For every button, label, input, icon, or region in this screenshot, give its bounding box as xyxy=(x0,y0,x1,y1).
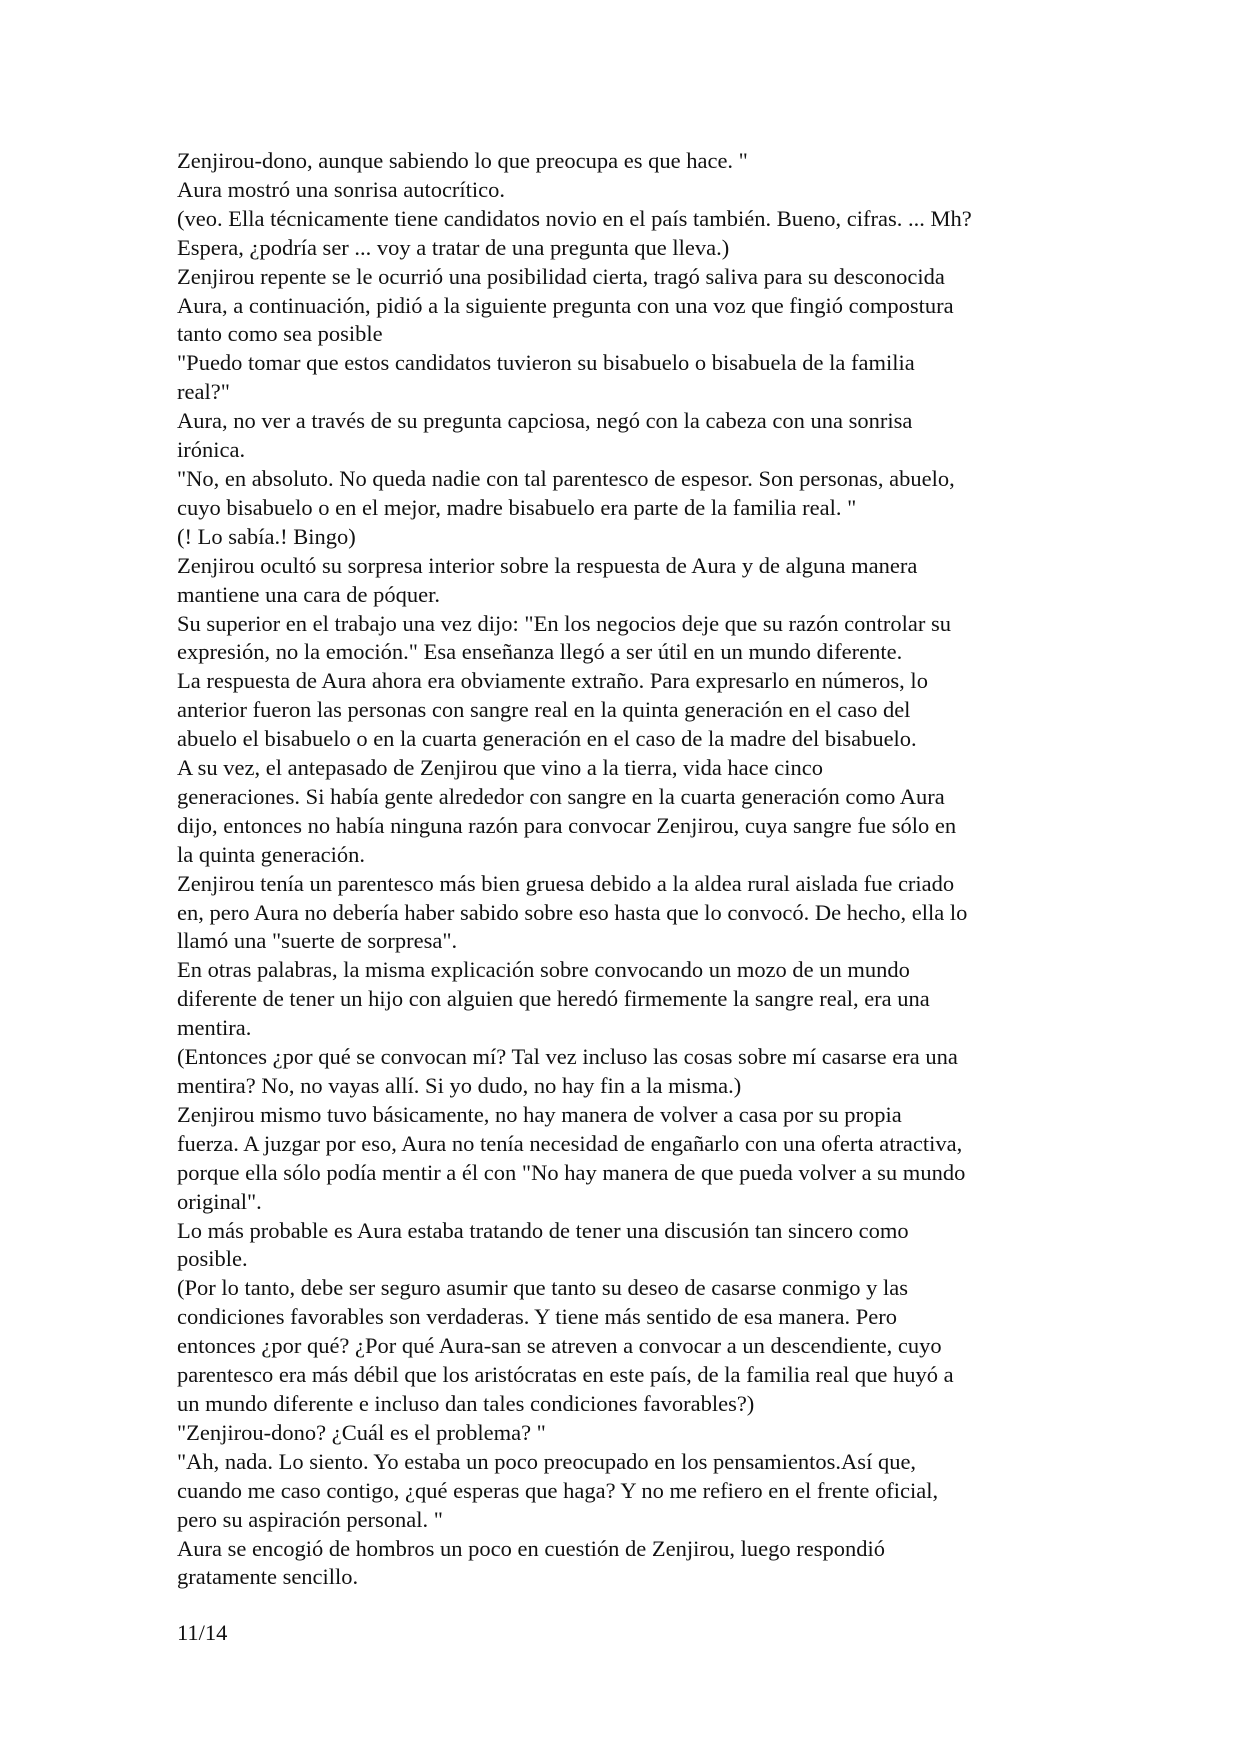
text-line: Zenjirou ocultó su sorpresa interior sobre la respuesta de Aura y de alguna manera xyxy=(177,552,918,578)
text-line: la quinta generación. xyxy=(177,841,366,867)
text-line: (! Lo sabía.! Bingo) xyxy=(177,523,356,549)
text-line: en, pero Aura no debería haber sabido sobre eso hasta que lo convocó. De hecho, ella lo xyxy=(177,899,968,925)
text-line: posible. xyxy=(177,1246,248,1272)
text-line: dijo, entonces no había ninguna razón para convocar Zenjirou, cuya sangre fue sólo en xyxy=(177,812,957,838)
text-line: condiciones favorables son verdaderas. Y tiene más sentido de esa manera. Pero xyxy=(177,1304,897,1330)
text-line: llamó una "suerte de sorpresa". xyxy=(177,928,458,954)
text-line: Espera, ¿podría ser ... voy a tratar de una pregunta que lleva.) xyxy=(177,234,730,260)
text-line: "Zenjirou-dono? ¿Cuál es el problema? " xyxy=(177,1419,546,1445)
text-line: generaciones. Si había gente alrededor con sangre en la cuarta generación como Aura xyxy=(177,783,945,809)
text-line: Su superior en el trabajo una vez dijo: "En los negocios deje que su razón controlar su xyxy=(177,610,951,636)
text-line: Aura mostró una sonrisa autocrítico. xyxy=(177,176,506,202)
text-line: gratamente sencillo. xyxy=(177,1564,359,1590)
text-line: mentira? No, no vayas allí. Si yo dudo, no hay fin a la misma.) xyxy=(177,1073,742,1098)
text-line: La respuesta de Aura ahora era obviamente extraño. Para expresarlo en números, lo xyxy=(177,668,928,694)
text-line: Zenjirou tenía un parentesco más bien gruesa debido a la aldea rural aislada fue criado xyxy=(177,870,955,896)
text-line: En otras palabras, la misma explicación sobre convocando un mozo de un mundo xyxy=(177,957,910,983)
text-line: Lo más probable es Aura estaba tratando de tener una discusión tan sincero como xyxy=(177,1217,909,1243)
text-line: porque ella sólo podía mentir a él con "No hay manera de que pueda volver a su mundo xyxy=(177,1159,966,1185)
text-line: parentesco era más débil que los aristócratas en este país, de la familia real que huyó a xyxy=(177,1362,954,1388)
text-line: cuando me caso contigo, ¿qué esperas que haga? Y no me refiero en el frente oficial, xyxy=(177,1477,939,1503)
text-line: irónica. xyxy=(177,437,246,463)
text-line: (Por lo tanto, debe ser seguro asumir que tanto su deseo de casarse conmigo y las xyxy=(177,1275,909,1301)
page-number: 11/14 xyxy=(177,1620,228,1645)
text-line: mantiene una cara de póquer. xyxy=(177,581,441,607)
text-line: original". xyxy=(177,1188,262,1214)
text-line: (veo. Ella técnicamente tiene candidatos novio en el país también. Bueno, cifras. ... Mh? xyxy=(177,205,972,231)
text-line: A su vez, el antepasado de Zenjirou que vino a la tierra, vida hace cinco xyxy=(177,755,823,781)
text-line: tanto como sea posible xyxy=(177,321,383,347)
text-line: fuerza. A juzgar por eso, Aura no tenía necesidad de engañarlo con una oferta atractiva, xyxy=(177,1130,963,1156)
text-line: Aura, no ver a través de su pregunta capciosa, negó con la cabeza con una sonrisa xyxy=(177,408,913,434)
text-line: "Ah, nada. Lo siento. Yo estaba un poco preocupado en los pensamientos.Así que, xyxy=(177,1448,917,1474)
text-line: anterior fueron las personas con sangre real en la quinta generación en el caso del xyxy=(177,697,911,723)
text-line: cuyo bisabuelo o en el mejor, madre bisabuelo era parte de la familia real. " xyxy=(177,494,857,520)
text-line: Zenjirou-dono, aunque sabiendo lo que preocupa es que hace. " xyxy=(177,148,748,173)
text-line: abuelo el bisabuelo o en la cuarta generación en el caso de la madre del bisabuelo. xyxy=(177,726,917,752)
text-line: Zenjirou repente se le ocurrió una posibilidad cierta, tragó saliva para su desconocida xyxy=(177,263,945,289)
text-line: diferente de tener un hijo con alguien que heredó firmemente la sangre real, era una xyxy=(177,986,930,1012)
text-line: (Entonces ¿por qué se convocan mí? Tal vez incluso las cosas sobre mí casarse era una xyxy=(177,1044,958,1070)
text-line: mentira. xyxy=(177,1015,252,1041)
text-line: expresión, no la emoción." Esa enseñanza llegó a ser útil en un mundo diferente. xyxy=(177,639,903,665)
text-line: un mundo diferente e incluso dan tales condiciones favorables?) xyxy=(177,1390,755,1416)
text-line: pero su aspiración personal. " xyxy=(177,1506,443,1532)
body-text xyxy=(177,147,1077,1592)
text-line: Aura, a continuación, pidió a la siguiente pregunta con una voz que fingió compostura xyxy=(177,292,954,318)
text-line: Zenjirou mismo tuvo básicamente, no hay manera de volver a casa por su propia xyxy=(177,1101,902,1127)
text-line: Aura se encogió de hombros un poco en cuestión de Zenjirou, luego respondió xyxy=(177,1535,885,1561)
text-line: "No, en absoluto. No queda nadie con tal parentesco de espesor. Son personas, abuelo, xyxy=(177,465,955,491)
text-line: real?" xyxy=(177,379,230,405)
text-line: "Puedo tomar que estos candidatos tuvieron su bisabuelo o bisabuela de la familia xyxy=(177,350,915,376)
text-line: entonces ¿por qué? ¿Por qué Aura-san se atreven a convocar a un descendiente, cuyo xyxy=(177,1333,942,1359)
